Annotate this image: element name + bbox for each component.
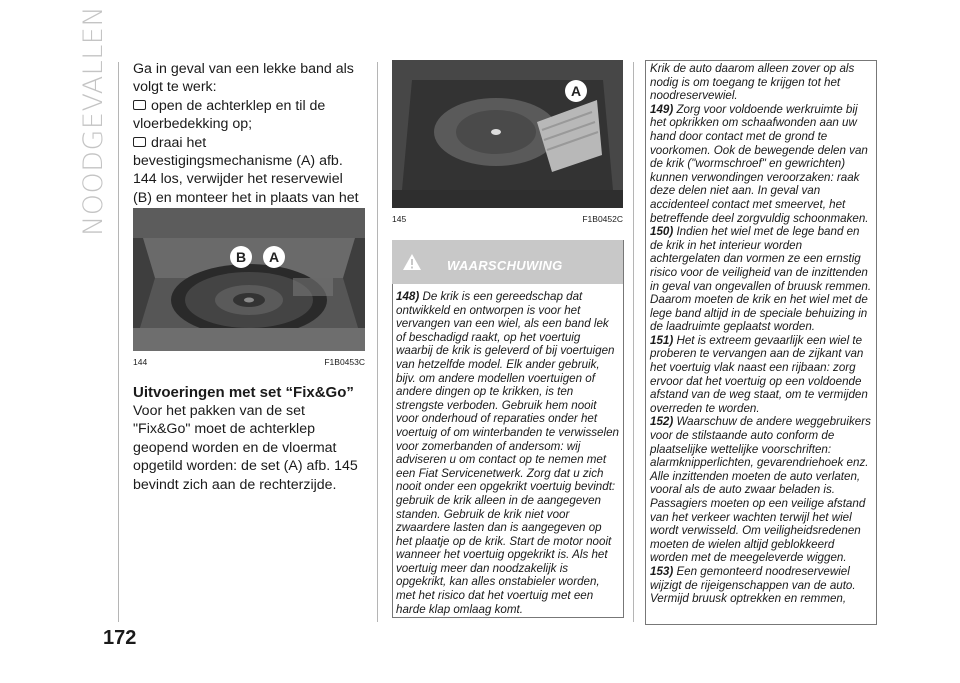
- warning-triangle-icon: [402, 253, 422, 271]
- figure-145-code: F1B0452C: [582, 214, 623, 224]
- callout-a-badge: A: [565, 80, 587, 102]
- section-side-tab-label: NOODGEVALLEN: [78, 5, 109, 236]
- bullet-text-1: open de achterklep en til de vloerbedekking op;: [133, 97, 326, 133]
- figure-144-caption: [133, 357, 365, 367]
- note-number-149: 149): [650, 102, 674, 116]
- note-number-150: 150): [650, 225, 674, 239]
- warning-continuation-text: [650, 62, 874, 606]
- column-divider-1: [377, 62, 378, 622]
- figure-145-number: 145: [392, 214, 407, 224]
- note-number-153: 153): [650, 564, 674, 578]
- intro-paragraph: Ga in geval van een lekke band als volgt te werk:: [133, 61, 354, 96]
- figure-145-image: [392, 60, 623, 208]
- callout-a-badge: A: [263, 246, 285, 268]
- continuation-intro: Krik de auto daarom alleen zover op als nodig is om toegang te krijgen tot het noodreservewiel.: [650, 62, 855, 103]
- warning-title: WAARSCHUWING: [447, 258, 563, 273]
- section-heading: Uitvoeringen met set “Fix&Go”: [133, 384, 354, 401]
- note-number-152: 152): [650, 415, 674, 429]
- note-number-151: 151): [650, 333, 674, 347]
- note-number-148: 148): [396, 290, 420, 303]
- note-text-150: Indien het wiel met de lege band en de krik in het interieur worden achtergelaten dan vormen ze een ernstig risico voor de veiligheid van de inzittenden in geval van ongevallen of bruusk remmen. Daarom moeten de krik en het wiel met de lege band altijd in de speciale behuizing in de laadruimte geplaatst worden.: [650, 225, 872, 334]
- note-text-151: Het is extreem gevaarlijk een wiel te proberen te vervangen aan de zijkant van het voertuig vlak naast een rijbaan: zorg ervoor dat het voertuig op een voldoende afstand van de weg staat, om te vermijden overreden te worden.: [650, 333, 868, 415]
- side-divider: [118, 62, 119, 622]
- figure-145-caption: [392, 214, 623, 224]
- warning-text: [396, 290, 620, 616]
- column-divider-2: [633, 62, 634, 622]
- figure-144-image: [133, 208, 365, 351]
- note-text-153: Een gemonteerd noodreservewiel wijzigt de rijeigenschappen van de auto. Vermijd bruusk optrekken en remmen,: [650, 564, 856, 606]
- bullet-text-2: draai het bevestigingsmechanisme (A) afb. 144 los, verwijder het reservewiel (B) en monteer het in plaats van het: [133, 134, 359, 206]
- checkbox-bullet-icon: [133, 137, 146, 147]
- note-text-152: Waarschuw de andere weggebruikers voor de stilstaande auto conform de plaatselijke wettelijke voorschriften: alarmknipperlichten, gevarendriehoek enz. Alle inzittenden moeten de auto verlaten, vooral als de auto zwaar beladen is. Passagiers moeten op een veilige afstand van het verkeer wachten terwijl het wiel wordt verwisseld. Om veiligheidsredenen moeten de wielen altijd geblokkeerd worden met de meegeleverde wiggen.: [650, 415, 871, 565]
- note-text-149: Zorg voor voldoende werkruimte bij het opkrikken om schaafwonden aan uw hand door contact met de grond te voorkomen. Ook de bewegende delen van de krik ("wormschroef" en gewrichten) kunnen verwondingen veroorzaken: raak deze delen niet aan. In geval van accidenteel contact met smeervet, het betreffende deel zorgvuldig schoonmaken.: [650, 102, 869, 225]
- page-number: 172: [103, 627, 137, 649]
- callout-b-badge: B: [230, 246, 252, 268]
- figure-144-number: 144: [133, 357, 148, 367]
- note-text-148: De krik is een gereedschap dat ontwikkeld en ontworpen is voor het vervangen van een wiel, als een band lek of beschadigd raakt, op het voertuig waarbij de krik is geleverd of bij voertuigen van hetzelfde model. Elk ander gebruik, bijv. om andere modellen voertuigen of andere dingen op te krikken, is ten strengste verboden. Gebruik hem nooit voor onderhoud of reparaties onder het voertuig of om winterbanden te verwisselen voor zomerbanden of andersom: wij adviseren u om contact op te nemen met een Fiat Servicenetwerk. Zorg dat u zich nooit onder een opgekrikt voertuig bevindt: gebruik de krik alleen in de aangegeven standen. Gebruik de krik niet voor zwaardere lasten dan is aangegeven op het plaatje op de krik. Start de motor nooit wanneer het voertuig opgekrikt is. Als het voertuig meer dan noodzakelijk is opgekrikt, kan alles onstabieler worden, met het risico dat het voertuig met een harde klap omlaag komt.: [396, 290, 619, 616]
- checkbox-bullet-icon: [133, 100, 146, 110]
- section-side-tab: [78, 5, 112, 240]
- bullet-item-1: [133, 97, 365, 134]
- section-body: Voor het pakken van de set "Fix&Go" moet de achterklep geopend worden en de vloermat opgetild worden: de set (A) afb. 145 bevindt zich aan de rechterzijde.: [133, 403, 358, 493]
- figure-144-code: F1B0453C: [324, 357, 365, 367]
